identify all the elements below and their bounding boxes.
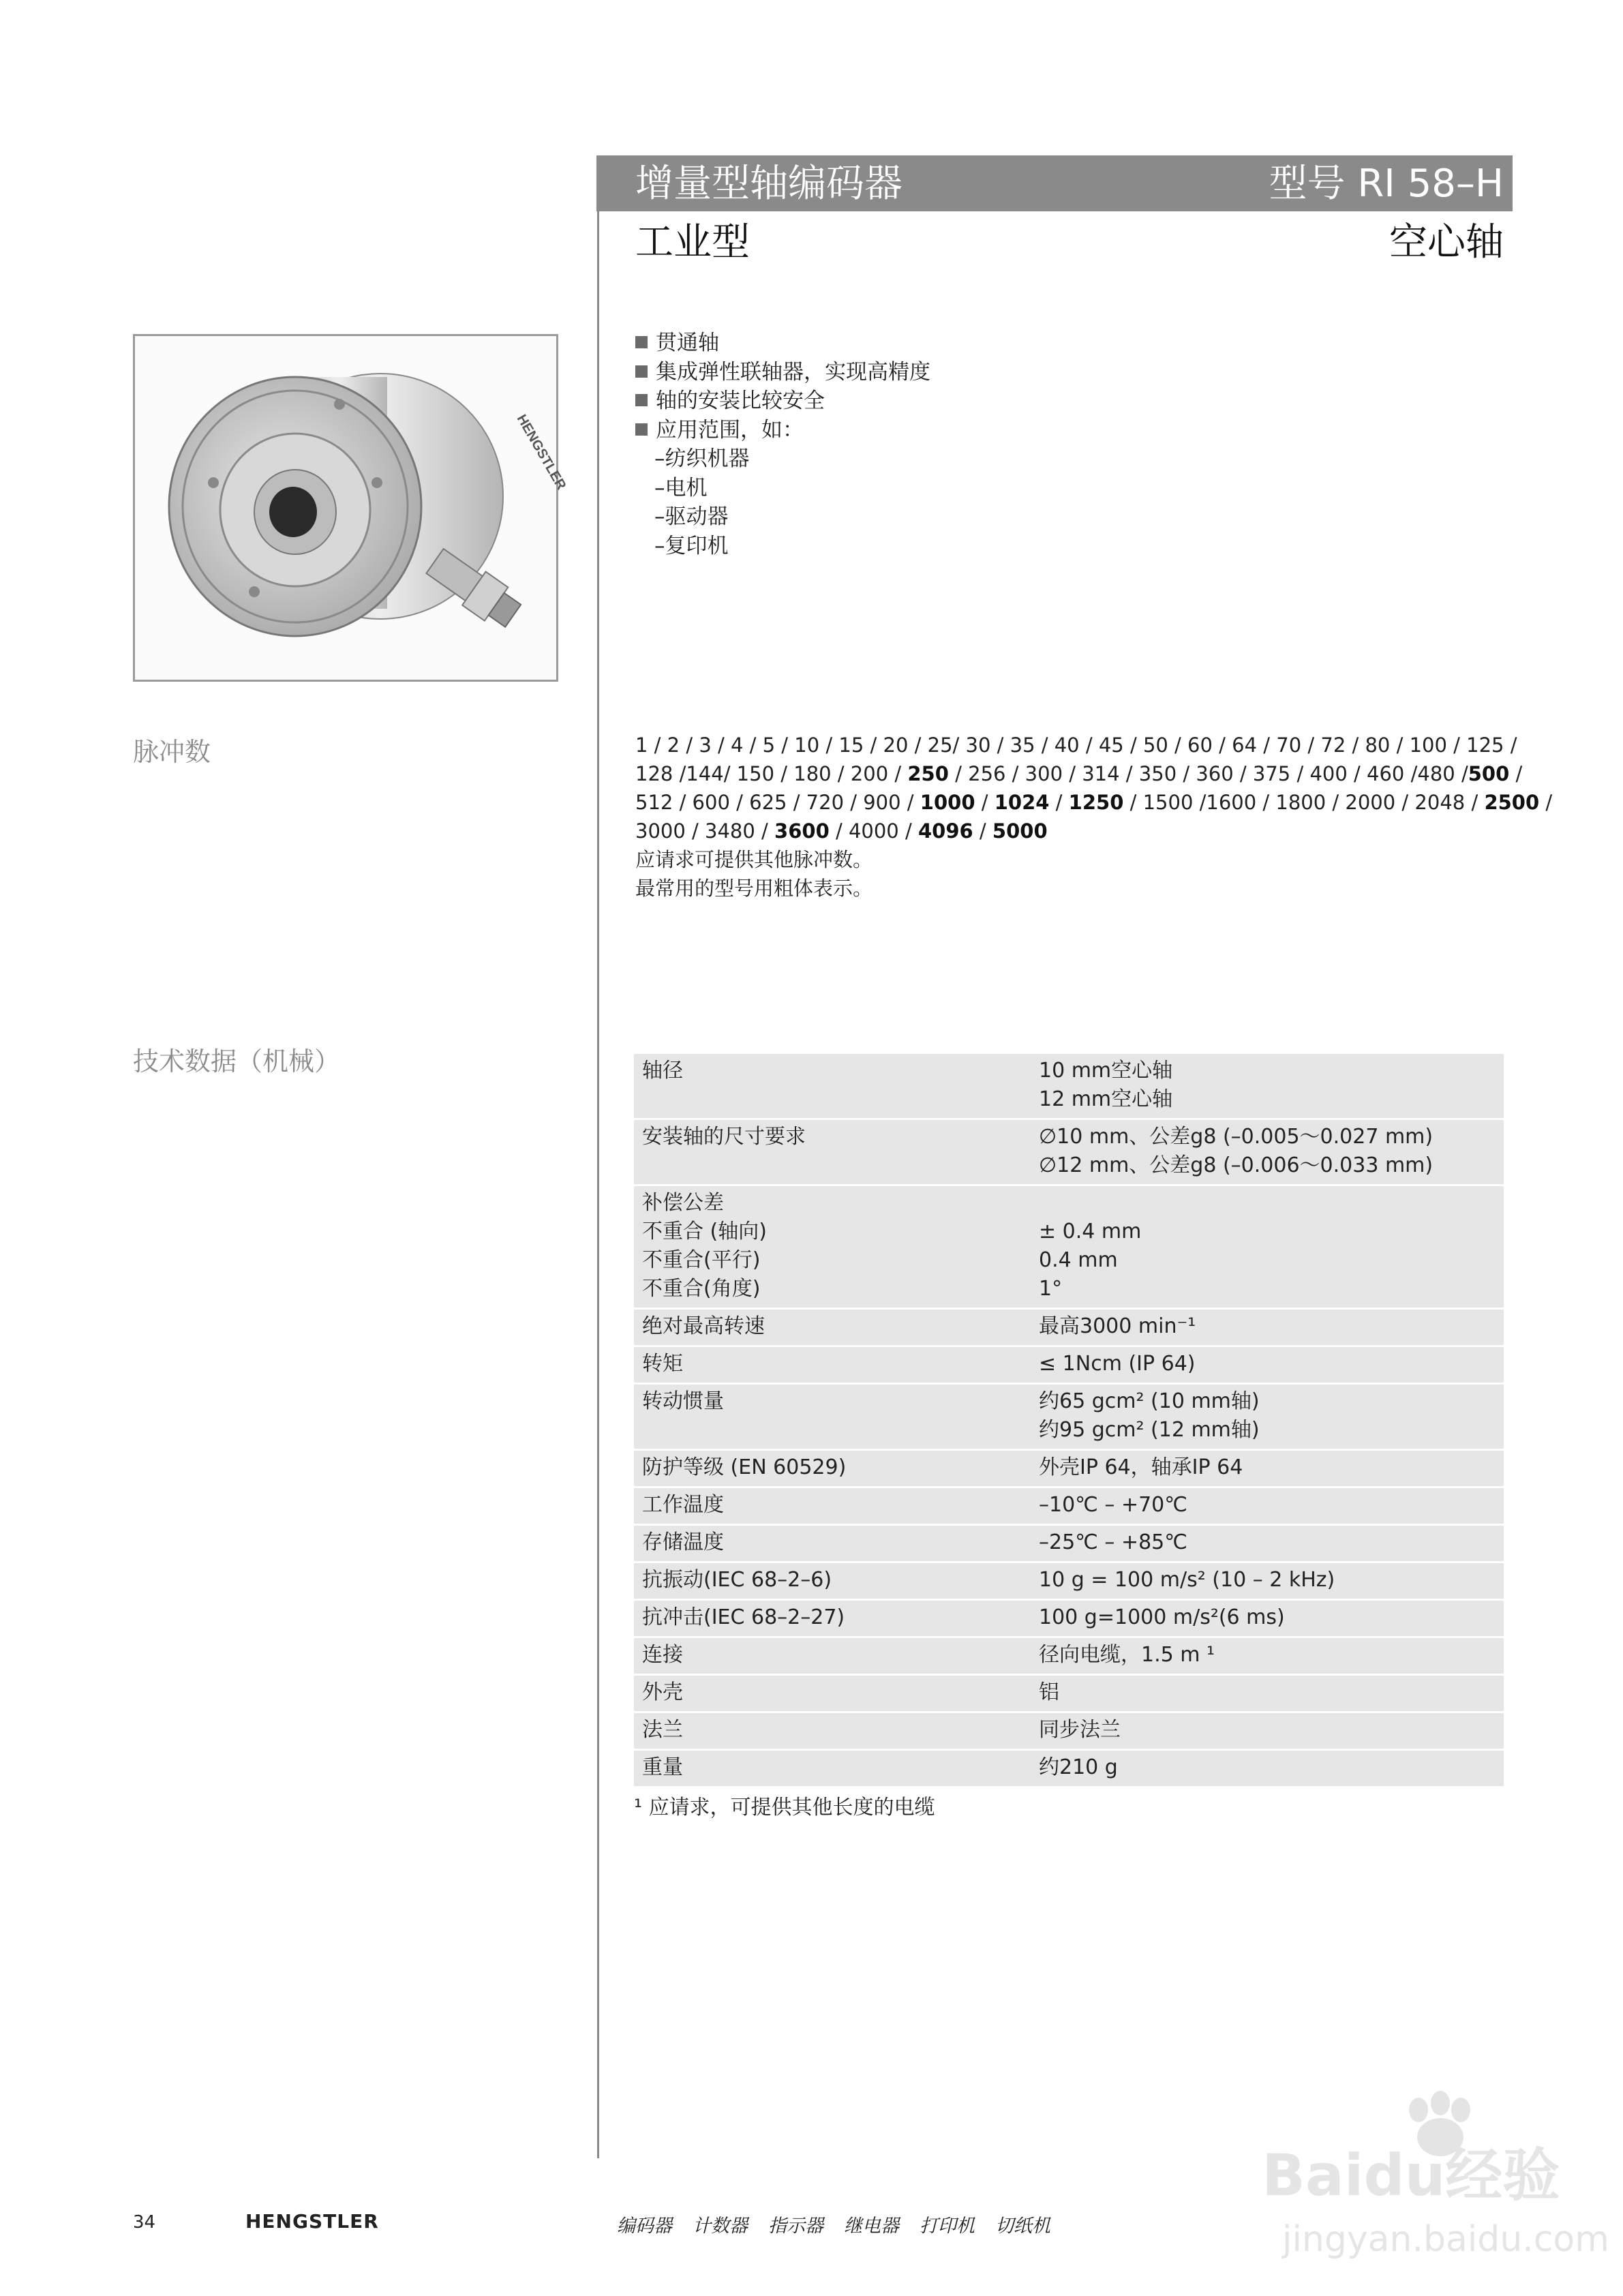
watermark-url: jingyan.baidu.com bbox=[1282, 2219, 1609, 2260]
spec-row bbox=[634, 1563, 1504, 1601]
footer-nav-item: 指示器 bbox=[768, 2216, 823, 2237]
spec-key bbox=[634, 1186, 1039, 1308]
pulses-note: 最常用的型号用粗体表示。 bbox=[635, 877, 873, 900]
application-item: –纺织机器 bbox=[654, 447, 750, 471]
spec-value bbox=[1039, 1638, 1504, 1674]
pulses-note: 应请求可提供其他脉冲数。 bbox=[635, 848, 873, 871]
spec-value bbox=[1039, 1563, 1504, 1599]
spec-value-line: –25℃ – +85℃ bbox=[1039, 1530, 1187, 1554]
spec-value-line: ∅10 mm、公差g8 (–0.005〜0.027 mm) bbox=[1039, 1125, 1434, 1149]
spec-value-line: ∅12 mm、公差g8 (–0.006〜0.033 mm) bbox=[1039, 1153, 1434, 1177]
tech-label: 技术数据（机械） bbox=[133, 1046, 341, 1076]
pulse-value-common: 1250 bbox=[1068, 791, 1124, 814]
spec-key-line: 重量 bbox=[642, 1755, 683, 1779]
pulse-values: / bbox=[1049, 791, 1069, 814]
spec-value bbox=[1039, 1120, 1504, 1184]
spec-value-line: 同步法兰 bbox=[1039, 1718, 1121, 1742]
page-number: 34 bbox=[133, 2212, 156, 2233]
subtitle: 工业型 bbox=[635, 220, 750, 265]
pulses-label: 脉冲数 bbox=[133, 737, 211, 767]
spec-value-line: 12 mm空心轴 bbox=[1039, 1087, 1173, 1111]
spec-key-line: 不重合 (轴向) bbox=[642, 1220, 767, 1243]
watermark-logo: Baidu经验 bbox=[1262, 2142, 1560, 2209]
feature-item: 集成弹性联轴器，实现高精度 bbox=[635, 358, 930, 387]
footer-nav bbox=[617, 2211, 1050, 2237]
spec-value-line: ≤ 1Ncm (IP 64) bbox=[1039, 1352, 1196, 1376]
spec-value bbox=[1039, 1054, 1504, 1118]
bullet-square-icon bbox=[635, 394, 648, 406]
spec-key-line: 轴径 bbox=[642, 1059, 683, 1083]
footnote: ¹ 应请求，可提供其他长度的电缆 bbox=[634, 1796, 935, 1819]
spec-row bbox=[634, 1054, 1504, 1120]
pulse-values: 1 / 2 / 3 / 4 / 5 / 10 / 15 / 20 / 25/ 30 / 35 / 40 / 45 / 50 / 60 / 64 / 70 / 72 / 80 / 100 / 125 / bbox=[635, 734, 1517, 757]
page-title: 增量型轴编码器 bbox=[635, 162, 902, 206]
pulse-value-common: 1024 bbox=[994, 791, 1050, 814]
spec-key bbox=[634, 1451, 1039, 1486]
spec-key-line: 补偿公差 bbox=[642, 1191, 724, 1215]
spec-key-line: 不重合(平行) bbox=[642, 1248, 761, 1272]
spec-value-line: 径向电缆，1.5 m ¹ bbox=[1039, 1643, 1215, 1667]
pulses-line bbox=[635, 788, 1553, 817]
spec-value-line bbox=[1039, 1189, 1504, 1218]
pulse-values: / 256 / 300 / 314 / 350 / 360 / 375 / 400 / 460 /480 / bbox=[948, 762, 1468, 785]
pulse-values: / bbox=[975, 791, 995, 814]
spec-value-line: 约65 gcm² (10 mm轴) bbox=[1039, 1389, 1260, 1413]
spec-key bbox=[634, 1054, 1039, 1118]
pulse-values: 3000 / 3480 / bbox=[635, 819, 775, 843]
spec-key-line: 绝对最高转速 bbox=[642, 1314, 765, 1338]
spec-value bbox=[1039, 1676, 1504, 1711]
spec-value bbox=[1039, 1310, 1504, 1345]
spec-value bbox=[1039, 1347, 1504, 1383]
spec-key bbox=[634, 1601, 1039, 1636]
pulse-values: / 4000 / bbox=[829, 819, 918, 843]
spec-key bbox=[634, 1526, 1039, 1561]
spec-key-line: 外壳 bbox=[642, 1680, 683, 1704]
spec-value-line: ± 0.4 mm bbox=[1039, 1220, 1142, 1243]
spec-value bbox=[1039, 1713, 1504, 1749]
spec-key-line: 转矩 bbox=[642, 1352, 683, 1376]
spec-key bbox=[634, 1751, 1039, 1786]
pulse-value-common: 4096 bbox=[917, 819, 973, 843]
spec-value bbox=[1039, 1451, 1504, 1486]
application-item: –复印机 bbox=[654, 533, 729, 558]
spec-row bbox=[634, 1186, 1504, 1310]
pulse-value-common: 1000 bbox=[920, 791, 975, 814]
spec-key bbox=[634, 1385, 1039, 1449]
spec-value bbox=[1039, 1601, 1504, 1636]
pulse-values: / bbox=[973, 819, 992, 843]
spec-key-line bbox=[642, 1151, 1039, 1180]
spec-value bbox=[1039, 1526, 1504, 1561]
encoder-illustration bbox=[135, 336, 569, 680]
baidu-watermark bbox=[1221, 2072, 1609, 2263]
footer-nav-item: 编码器 bbox=[617, 2216, 672, 2237]
spec-value-line: 100 g=1000 m/s²(6 ms) bbox=[1039, 1605, 1285, 1629]
spec-row bbox=[634, 1526, 1504, 1563]
bullet-square-icon bbox=[635, 336, 648, 348]
pulse-values: 128 /144/ 150 / 180 / 200 / bbox=[635, 762, 908, 785]
spec-key bbox=[634, 1676, 1039, 1711]
feature-item: 贯通轴 bbox=[635, 329, 930, 358]
pulse-values: / bbox=[1509, 762, 1523, 785]
column-divider bbox=[597, 211, 599, 2158]
feature-item: 应用范围，如： bbox=[635, 416, 930, 445]
footer-nav-item: 计数器 bbox=[693, 2216, 748, 2237]
bullet-square-icon bbox=[635, 423, 648, 436]
pulse-value-common: 3600 bbox=[774, 819, 830, 843]
spec-row bbox=[634, 1601, 1504, 1638]
application-item: –电机 bbox=[654, 475, 708, 500]
pulse-value-common: 250 bbox=[907, 762, 949, 785]
spec-key bbox=[634, 1120, 1039, 1184]
product-brand-text: HENGSTLER bbox=[513, 412, 569, 493]
pulse-value-common: 2500 bbox=[1484, 791, 1540, 814]
spec-key bbox=[634, 1488, 1039, 1524]
spec-row bbox=[634, 1120, 1504, 1186]
spec-key-line bbox=[642, 1416, 1039, 1445]
pulses-line bbox=[635, 759, 1523, 788]
application-item: –驱动器 bbox=[654, 504, 729, 529]
pulses-block bbox=[635, 731, 1553, 903]
spec-value-line: 10 g = 100 m/s² (10 – 2 kHz) bbox=[1039, 1568, 1335, 1592]
spec-row bbox=[634, 1638, 1504, 1676]
product-image bbox=[133, 334, 569, 682]
spec-row bbox=[634, 1751, 1504, 1788]
bullet-square-icon bbox=[635, 365, 648, 378]
spec-key-line: 法兰 bbox=[642, 1718, 683, 1742]
spec-value bbox=[1039, 1488, 1504, 1524]
footer-nav-item: 打印机 bbox=[920, 2216, 975, 2237]
spec-key-line: 抗振动(IEC 68–2–6) bbox=[642, 1568, 832, 1592]
pulse-value-common: 5000 bbox=[992, 819, 1048, 843]
spec-key bbox=[634, 1638, 1039, 1674]
spec-key-line: 连接 bbox=[642, 1643, 683, 1667]
spec-value-line: 最高3000 min⁻¹ bbox=[1039, 1314, 1196, 1338]
subtitle-right: 空心轴 bbox=[1389, 220, 1504, 265]
pulse-values: 512 / 600 / 625 / 720 / 900 / bbox=[635, 791, 920, 814]
spec-value-line: 10 mm空心轴 bbox=[1039, 1059, 1173, 1083]
pulse-values: / 1500 /1600 / 1800 / 2000 / 2048 / bbox=[1123, 791, 1485, 814]
model-number: 型号 RI 58–H bbox=[1269, 162, 1504, 206]
spec-row bbox=[634, 1713, 1504, 1751]
spec-key-line: 不重合(角度) bbox=[642, 1277, 761, 1301]
spec-row bbox=[634, 1347, 1504, 1385]
spec-key-line: 抗冲击(IEC 68–2–27) bbox=[642, 1605, 845, 1629]
spec-key-line: 转动惯量 bbox=[642, 1389, 724, 1413]
spec-value-line: 约210 g bbox=[1039, 1755, 1118, 1779]
footer-nav-item: 切纸机 bbox=[995, 2216, 1050, 2237]
brand-name: HENGSTLER bbox=[245, 2210, 379, 2233]
spec-row bbox=[634, 1385, 1504, 1451]
footer-nav-item: 继电器 bbox=[844, 2216, 899, 2237]
spec-value bbox=[1039, 1751, 1504, 1786]
spec-value-line: –10℃ – +70℃ bbox=[1039, 1493, 1187, 1517]
spec-value bbox=[1039, 1385, 1504, 1449]
spec-value bbox=[1039, 1186, 1504, 1308]
spec-key-line bbox=[642, 1085, 1039, 1114]
spec-row bbox=[634, 1488, 1504, 1526]
spec-value-line: 1° bbox=[1039, 1277, 1063, 1301]
spec-key bbox=[634, 1713, 1039, 1749]
spec-key-line: 工作温度 bbox=[642, 1493, 724, 1517]
pulse-values: / bbox=[1539, 791, 1553, 814]
spec-key-line: 安装轴的尺寸要求 bbox=[642, 1125, 806, 1149]
spec-row bbox=[634, 1451, 1504, 1488]
spec-key-line: 存储温度 bbox=[642, 1530, 724, 1554]
spec-value-line: 铝 bbox=[1039, 1680, 1059, 1704]
spec-table bbox=[634, 1054, 1504, 1788]
feature-item: 轴的安装比较安全 bbox=[635, 387, 930, 416]
spec-key bbox=[634, 1347, 1039, 1383]
spec-key bbox=[634, 1310, 1039, 1345]
pulses-line bbox=[635, 731, 1515, 759]
spec-value-line: 0.4 mm bbox=[1039, 1248, 1118, 1272]
spec-value-line: 约95 gcm² (12 mm轴) bbox=[1039, 1418, 1260, 1442]
spec-key bbox=[634, 1563, 1039, 1599]
pulse-value-common: 500 bbox=[1468, 762, 1510, 785]
spec-row bbox=[634, 1676, 1504, 1713]
pulses-line bbox=[635, 817, 1515, 845]
feature-list bbox=[635, 329, 930, 560]
spec-row bbox=[634, 1310, 1504, 1347]
spec-key-line: 防护等级 (EN 60529) bbox=[642, 1455, 847, 1479]
spec-value-line: 外壳IP 64，轴承IP 64 bbox=[1039, 1455, 1243, 1479]
